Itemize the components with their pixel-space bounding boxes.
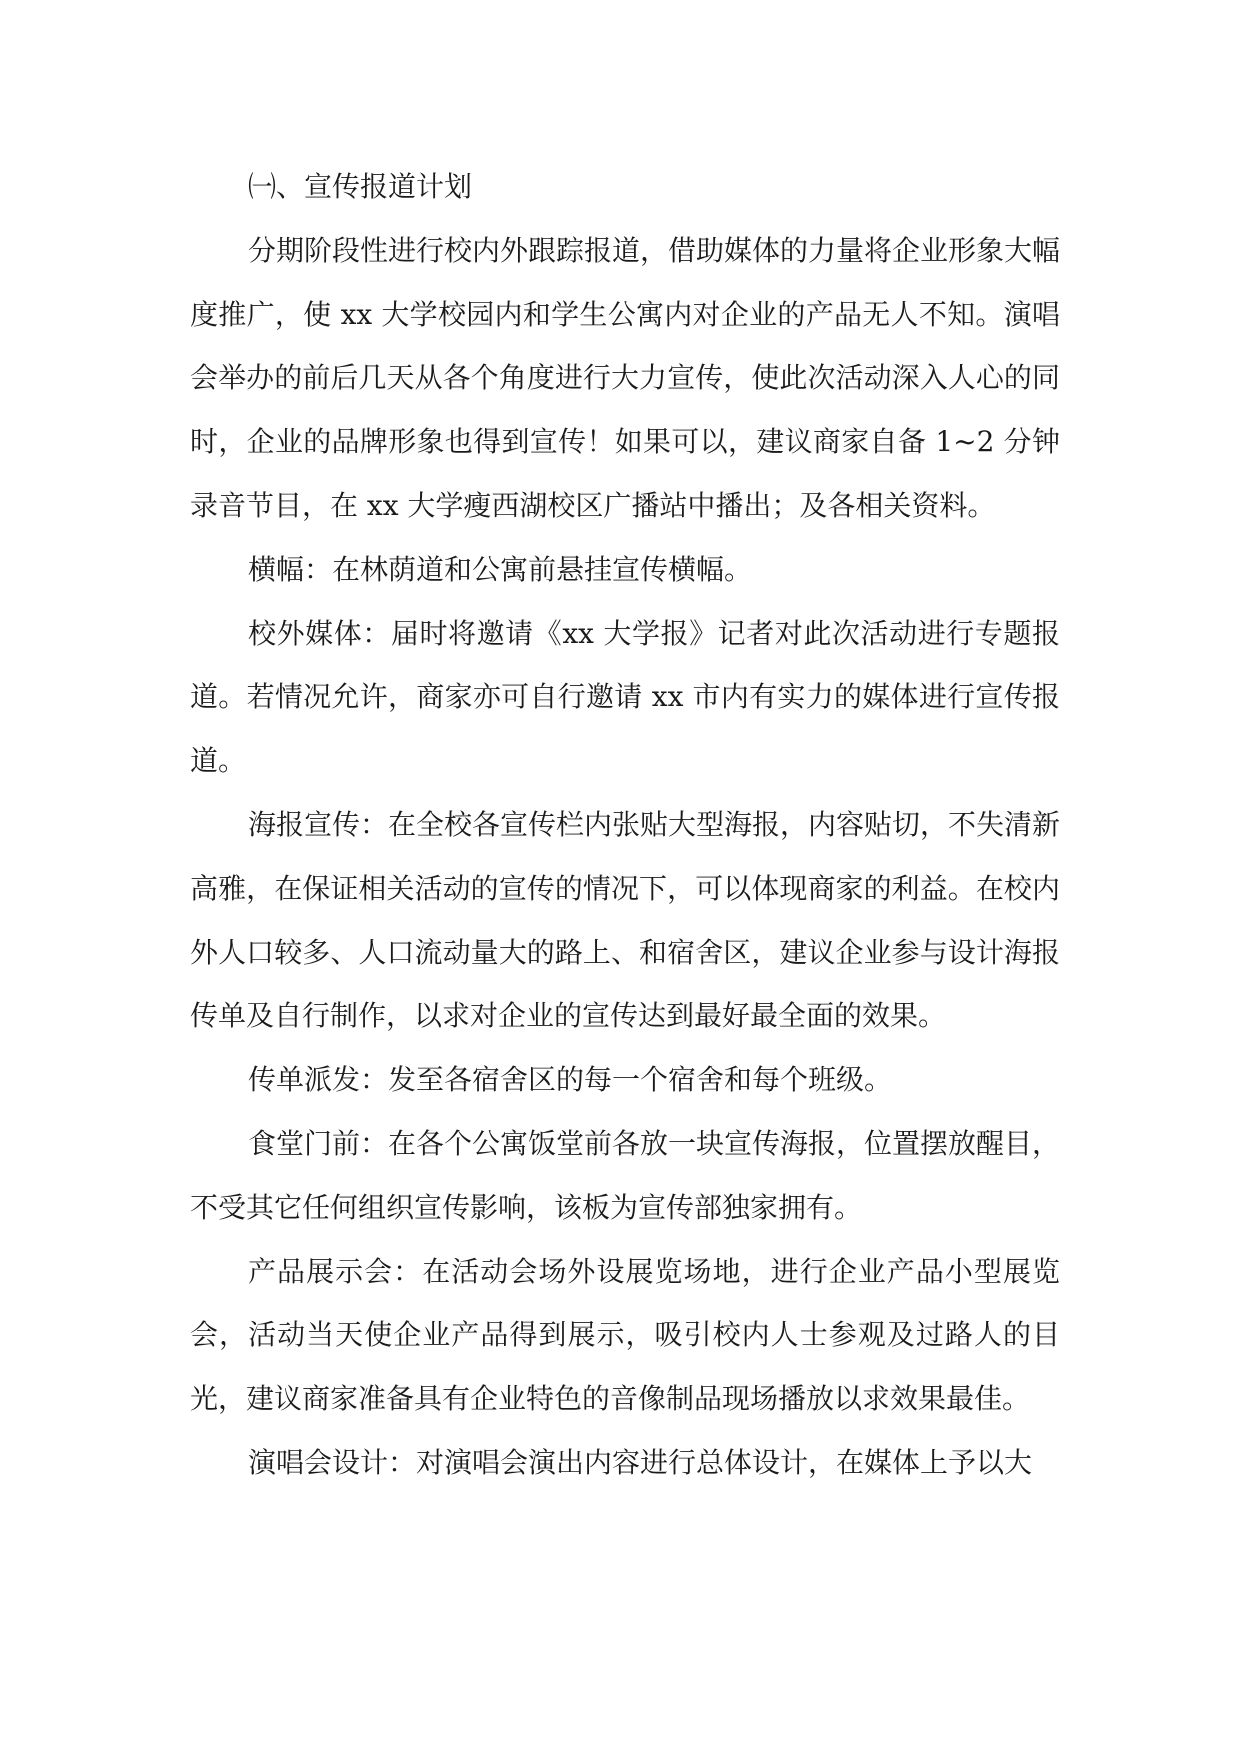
paragraph-canteen: 食堂门前：在各个公寓饭堂前各放一块宣传海报，位置摆放醒目，不受其它任何组织宣传影响，该板为宣传部独家拥有。 bbox=[190, 1126, 1061, 1224]
document-page bbox=[190, 155, 1060, 1495]
paragraph-flyers: 传单派发：发至各宿舍区的每一个宿舍和每个班级。 bbox=[248, 1063, 893, 1097]
paragraph-poster: 海报宣传：在全校各宣传栏内张贴大型海报，内容贴切，不失清新高雅，在保证相关活动的宣传的情况下，可以体现商家的利益。在校内外人口较多、人口流动量大的路上、和宿舍区，建议企业参与设计海报传单及自行制作，以求对企业的宣传达到最好最全面的效果。 bbox=[190, 807, 1061, 1033]
section-heading: ㈠、宣传报道计划 bbox=[248, 170, 473, 203]
paragraph-banner: 横幅：在林荫道和公寓前悬挂宣传横幅。 bbox=[248, 552, 753, 586]
paragraph-product-show: 产品展示会：在活动会场外设展览场地，进行企业产品小型展览会，活动当天使企业产品得到展示，吸引校内人士参观及过路人的目光，建议商家准备具有企业特色的音像制品现场播放以求效果最佳。 bbox=[190, 1254, 1060, 1416]
paragraph-concert-design: 演唱会设计：对演唱会演出内容进行总体设计，在媒体上予以大 bbox=[248, 1445, 1033, 1479]
paragraph-tracking-report: 分期阶段性进行校内外跟踪报道，借助媒体的力量将企业形象大幅度推广，使 xx 大学校园内和学生公寓内对企业的产品无人不知。演唱会举办的前后几天从各个角度进行大力宣传，使此次活动深入人心的同时，企业的品牌形象也得到宣传！如果可以，建议商家自备 1~2 分钟录音节目，在 xx 大学瘦西湖校区广播站中播出；及各相关资料。 bbox=[190, 233, 1061, 522]
paragraph-external-media: 校外媒体：届时将邀请《xx 大学报》记者对此次活动进行专题报道。若情况允许，商家亦可自行邀请 xx 市内有实力的媒体进行宣传报道。 bbox=[190, 616, 1060, 778]
